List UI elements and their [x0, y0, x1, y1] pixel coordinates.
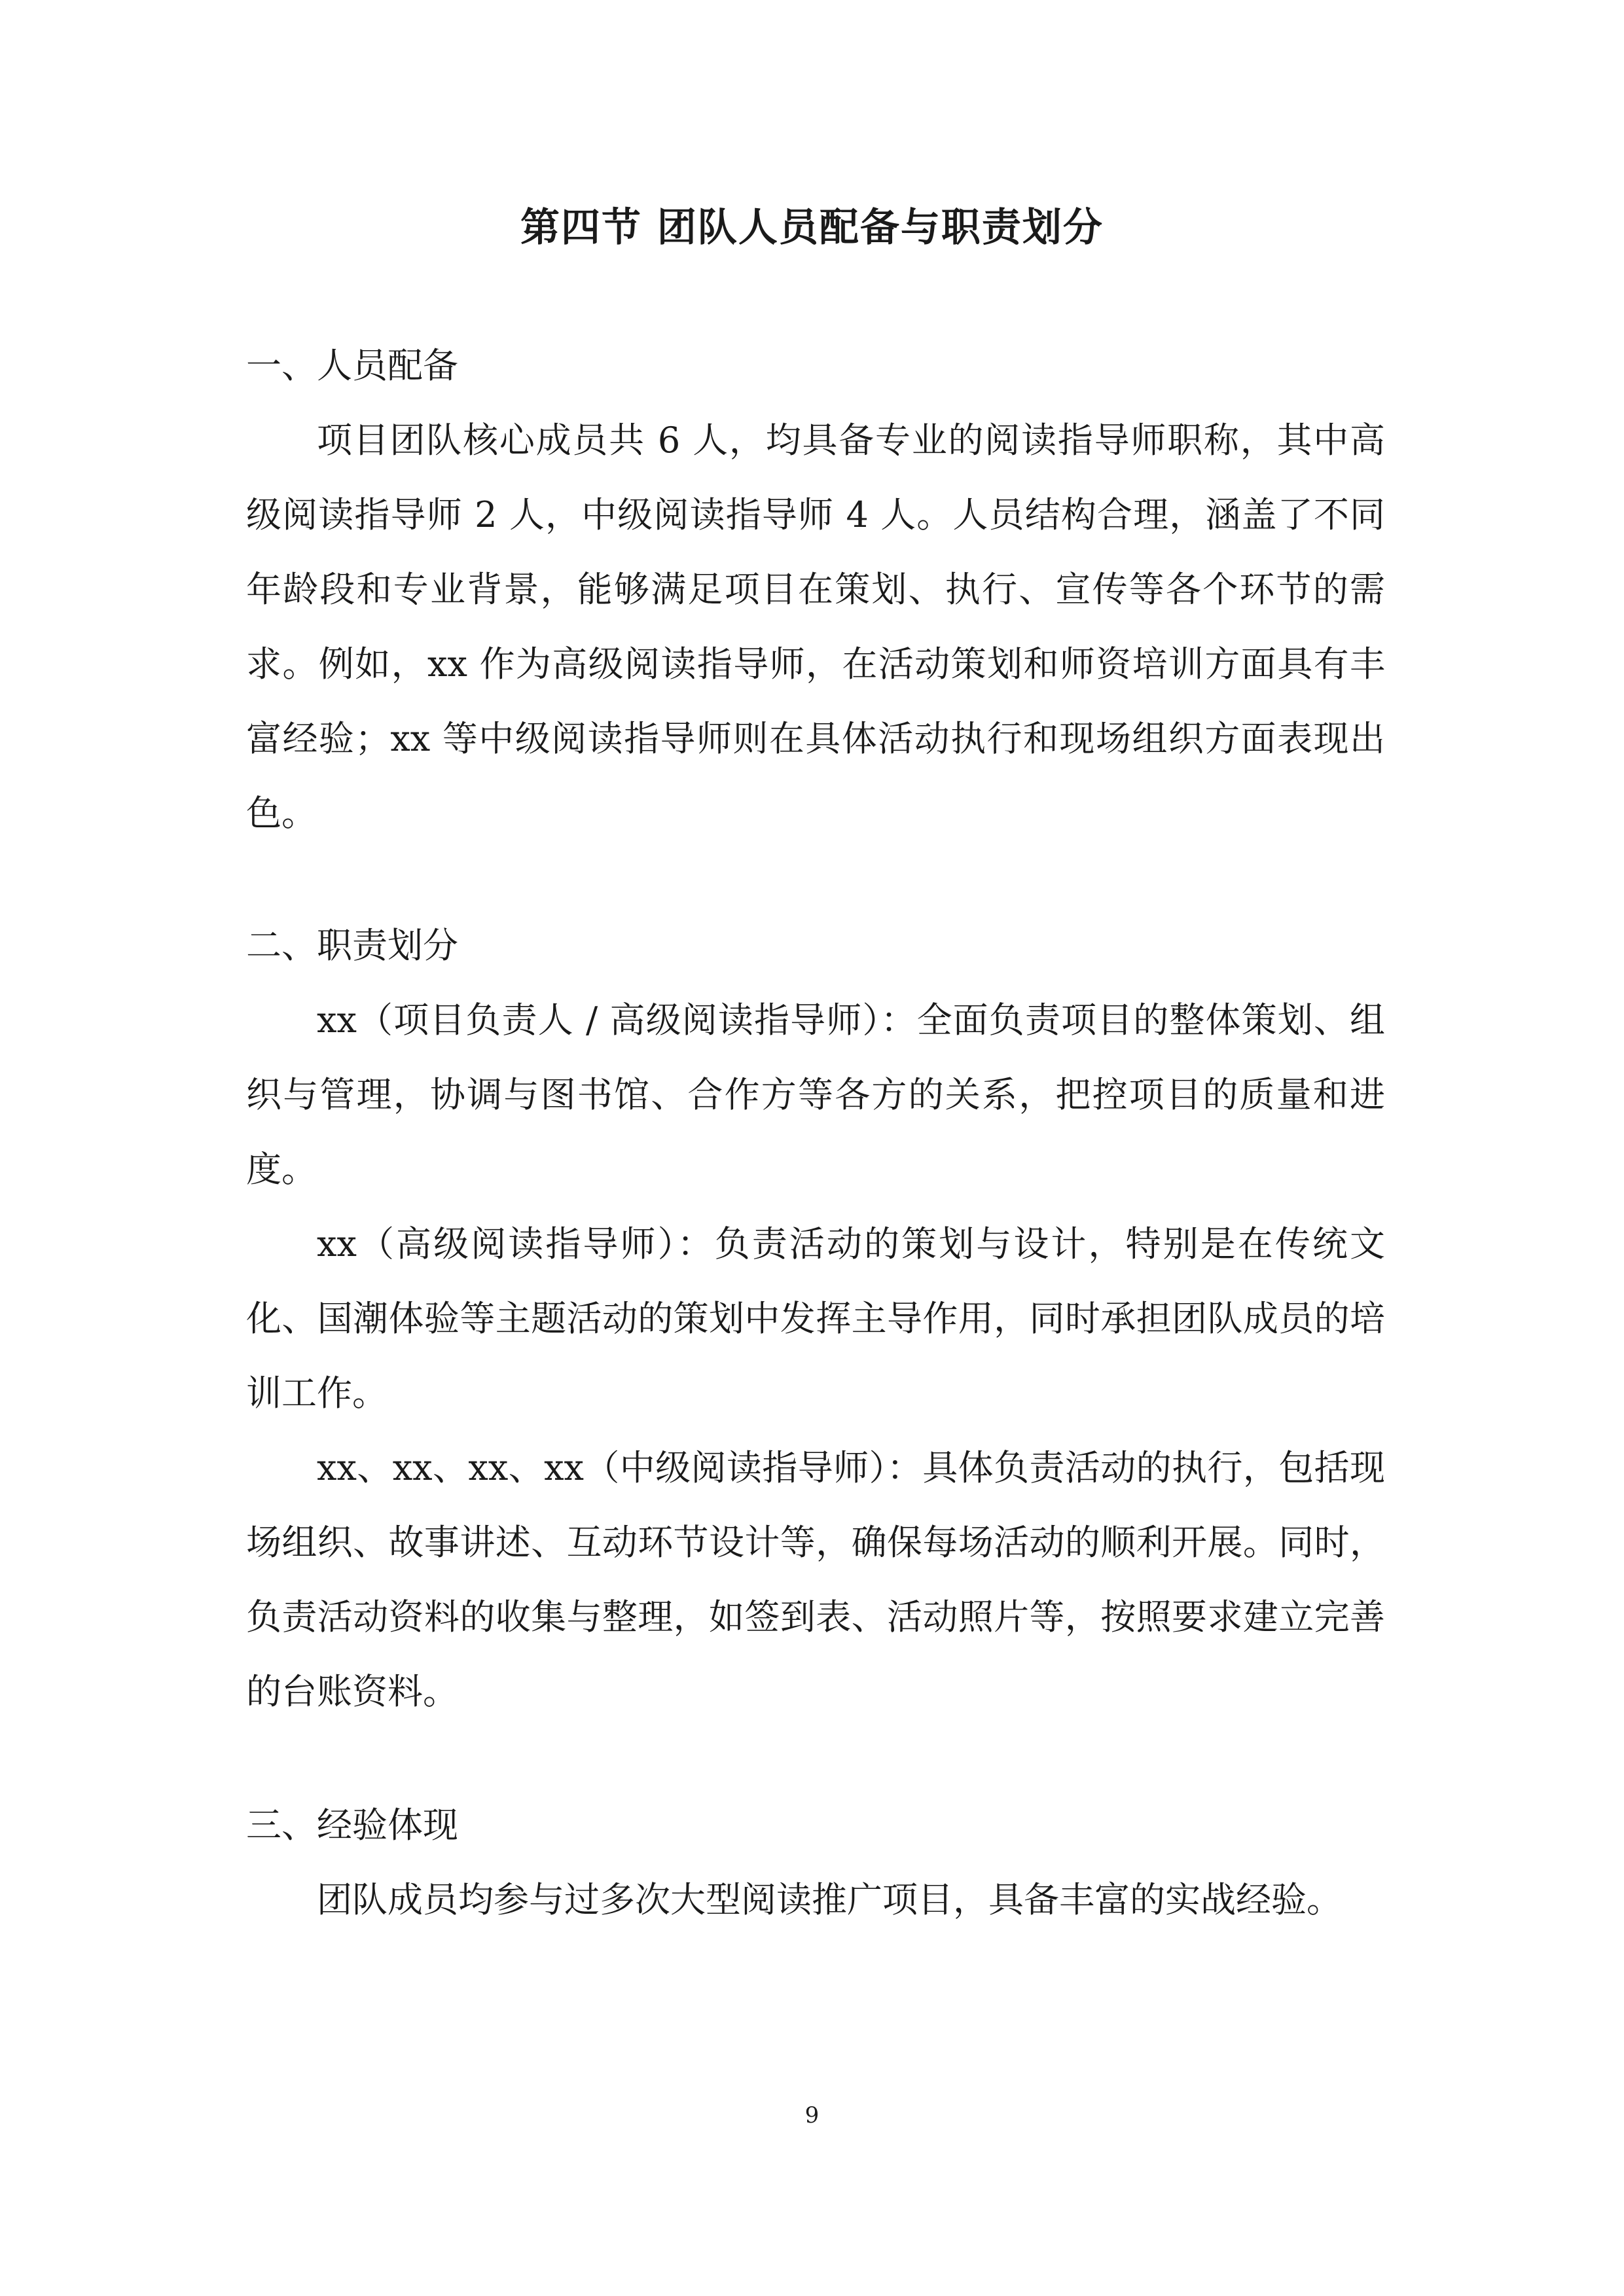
paragraph: 项目团队核心成员共 6 人，均具备专业的阅读指导师职称，其中高级阅读指导师 2 人，中级阅读指导师 4 人。人员结构合理，涵盖了不同年龄段和专业背景，能够满足项目在策划、执行、宣传等各个环节的需求。例如，xx 作为高级阅读指导师，在活动策划和师资培训方面具有丰富经验；xx 等中级阅读指导师则在具体活动执行和现场组织方面表现出色。	[246, 420, 1385, 834]
page-title: 第四节 团队人员配备与职责划分	[520, 205, 1104, 251]
section-heading: 一、人员配备	[246, 345, 458, 386]
section-experience	[246, 1788, 1385, 1937]
page-number: 9	[804, 2102, 820, 2128]
paragraph: 团队成员均参与过多次大型阅读推广项目，具备丰富的实战经验。	[317, 1879, 1342, 1920]
section-staffing	[246, 329, 1385, 851]
section-heading: 二、职责划分	[246, 925, 458, 966]
section-responsibilities	[246, 908, 1385, 1729]
paragraph: xx（高级阅读指导师）：负责活动的策划与设计，特别是在传统文化、国潮体验等主题活动的策划中发挥主导作用，同时承担团队成员的培训工作。	[246, 1223, 1385, 1414]
section-heading: 三、经验体现	[246, 1804, 458, 1846]
paragraph: xx、xx、xx、xx（中级阅读指导师）：具体负责活动的执行，包括现场组织、故事讲述、互动环节设计等，确保每场活动的顺利开展。同时，负责活动资料的收集与整理，如签到表、活动照片等，按照要求建立完善的台账资料。	[246, 1447, 1385, 1712]
paragraph: xx（项目负责人 / 高级阅读指导师）：全面负责项目的整体策划、组织与管理，协调与图书馆、合作方等各方的关系，把控项目的质量和进度。	[246, 999, 1385, 1190]
